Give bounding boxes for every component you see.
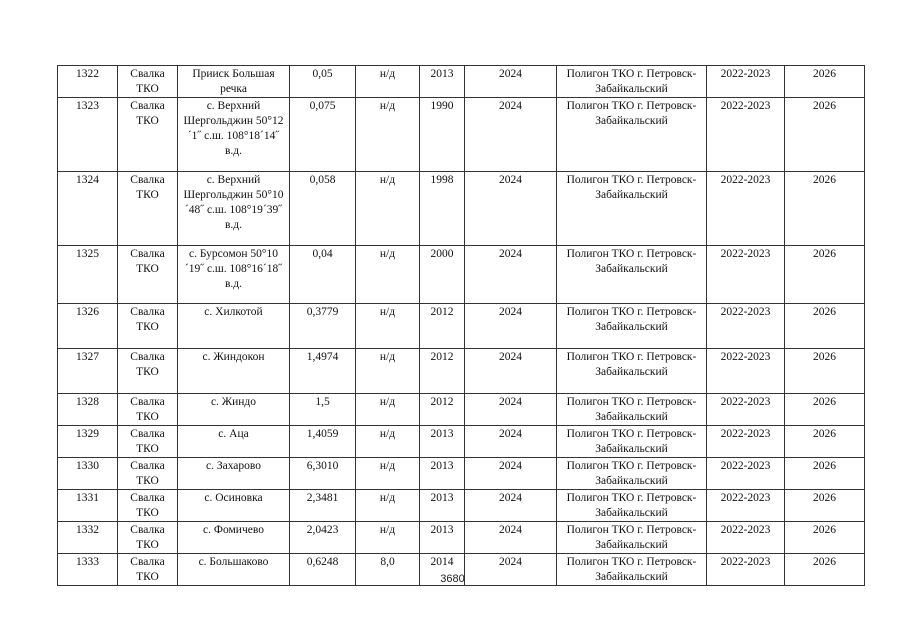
cell-period: 2022-2023 bbox=[707, 554, 785, 586]
cell-end: 2024 bbox=[465, 490, 557, 522]
cell-no: 1325 bbox=[58, 246, 118, 304]
cell-volume: н/д bbox=[356, 304, 420, 349]
cell-area: 0,04 bbox=[290, 246, 356, 304]
cell-area: 2,0423 bbox=[290, 522, 356, 554]
cell-type: Свалка ТКО bbox=[118, 554, 178, 586]
cell-location: с. Фомичево bbox=[178, 522, 290, 554]
table-row bbox=[58, 490, 865, 522]
cell-no: 1332 bbox=[58, 522, 118, 554]
cell-end: 2024 bbox=[465, 394, 557, 426]
cell-type: Свалка ТКО bbox=[118, 66, 178, 98]
table-body bbox=[58, 66, 865, 586]
cell-area: 1,5 bbox=[290, 394, 356, 426]
cell-type: Свалка ТКО bbox=[118, 522, 178, 554]
cell-period: 2022-2023 bbox=[707, 172, 785, 246]
cell-start: 2013 bbox=[420, 458, 465, 490]
table-row bbox=[58, 246, 865, 304]
cell-target: Полигон ТКО г. Петровск-Забайкальский bbox=[557, 490, 707, 522]
cell-target: Полигон ТКО г. Петровск-Забайкальский bbox=[557, 458, 707, 490]
cell-start: 2013 bbox=[420, 490, 465, 522]
page-number: 3680 bbox=[440, 573, 465, 585]
cell-start: 2012 bbox=[420, 394, 465, 426]
cell-period: 2022-2023 bbox=[707, 426, 785, 458]
cell-no: 1326 bbox=[58, 304, 118, 349]
table-row bbox=[58, 66, 865, 98]
cell-period: 2022-2023 bbox=[707, 98, 785, 172]
cell-volume: н/д bbox=[356, 458, 420, 490]
cell-end: 2024 bbox=[465, 304, 557, 349]
cell-end: 2024 bbox=[465, 426, 557, 458]
cell-volume: н/д bbox=[356, 426, 420, 458]
waste-sites-table bbox=[57, 65, 865, 586]
cell-no: 1329 bbox=[58, 426, 118, 458]
cell-final: 2026 bbox=[785, 98, 865, 172]
cell-period: 2022-2023 bbox=[707, 490, 785, 522]
cell-end: 2024 bbox=[465, 66, 557, 98]
cell-location: с. Жиндокон bbox=[178, 349, 290, 394]
cell-type: Свалка ТКО bbox=[118, 394, 178, 426]
cell-target: Полигон ТКО г. Петровск-Забайкальский bbox=[557, 246, 707, 304]
cell-location: с. Большаково bbox=[178, 554, 290, 586]
cell-end: 2024 bbox=[465, 349, 557, 394]
cell-start: 2012 bbox=[420, 304, 465, 349]
cell-location: с. Хилкотой bbox=[178, 304, 290, 349]
table-row bbox=[58, 458, 865, 490]
cell-final: 2026 bbox=[785, 426, 865, 458]
cell-area: 0,075 bbox=[290, 98, 356, 172]
table-row bbox=[58, 426, 865, 458]
cell-end: 2024 bbox=[465, 172, 557, 246]
cell-location: с. Бурсомон 50°10´19˝ с.ш. 108°16´18˝ в.д. bbox=[178, 246, 290, 304]
cell-no: 1328 bbox=[58, 394, 118, 426]
cell-start: 1990 bbox=[420, 98, 465, 172]
cell-final: 2026 bbox=[785, 490, 865, 522]
cell-location: с. Верхний Шергольджин 50°12´1˝ с.ш. 108°18´14˝ в.д. bbox=[178, 98, 290, 172]
cell-final: 2026 bbox=[785, 394, 865, 426]
cell-no: 1330 bbox=[58, 458, 118, 490]
cell-type: Свалка ТКО bbox=[118, 426, 178, 458]
table-row bbox=[58, 522, 865, 554]
cell-area: 6,3010 bbox=[290, 458, 356, 490]
table-row bbox=[58, 98, 865, 172]
cell-final: 2026 bbox=[785, 458, 865, 490]
cell-period: 2022-2023 bbox=[707, 458, 785, 490]
cell-period: 2022-2023 bbox=[707, 66, 785, 98]
cell-target: Полигон ТКО г. Петровск-Забайкальский bbox=[557, 304, 707, 349]
table-row bbox=[58, 394, 865, 426]
cell-volume: н/д bbox=[356, 98, 420, 172]
cell-location: с. Жиндо bbox=[178, 394, 290, 426]
cell-location: с. Осиновка bbox=[178, 490, 290, 522]
cell-final: 2026 bbox=[785, 554, 865, 586]
cell-location: с. Захарово bbox=[178, 458, 290, 490]
cell-target: Полигон ТКО г. Петровск-Забайкальский bbox=[557, 172, 707, 246]
cell-start: 2013 bbox=[420, 66, 465, 98]
cell-area: 0,3779 bbox=[290, 304, 356, 349]
cell-area: 0,058 bbox=[290, 172, 356, 246]
cell-start: 2000 bbox=[420, 246, 465, 304]
cell-type: Свалка ТКО bbox=[118, 458, 178, 490]
cell-location: Прииск Большая речка bbox=[178, 66, 290, 98]
cell-end: 2024 bbox=[465, 554, 557, 586]
cell-no: 1324 bbox=[58, 172, 118, 246]
cell-target: Полигон ТКО г. Петровск-Забайкальский bbox=[557, 554, 707, 586]
cell-volume: н/д bbox=[356, 349, 420, 394]
cell-type: Свалка ТКО bbox=[118, 172, 178, 246]
cell-period: 2022-2023 bbox=[707, 246, 785, 304]
cell-end: 2024 bbox=[465, 246, 557, 304]
cell-end: 2024 bbox=[465, 458, 557, 490]
cell-no: 1327 bbox=[58, 349, 118, 394]
cell-final: 2026 bbox=[785, 349, 865, 394]
cell-type: Свалка ТКО bbox=[118, 304, 178, 349]
cell-area: 1,4974 bbox=[290, 349, 356, 394]
cell-final: 2026 bbox=[785, 172, 865, 246]
cell-period: 2022-2023 bbox=[707, 304, 785, 349]
cell-target: Полигон ТКО г. Петровск-Забайкальский bbox=[557, 349, 707, 394]
cell-final: 2026 bbox=[785, 522, 865, 554]
cell-start: 2014 bbox=[420, 554, 465, 586]
cell-volume: н/д bbox=[356, 246, 420, 304]
table-row bbox=[58, 304, 865, 349]
cell-period: 2022-2023 bbox=[707, 522, 785, 554]
cell-no: 1322 bbox=[58, 66, 118, 98]
cell-final: 2026 bbox=[785, 304, 865, 349]
cell-area: 0,6248 bbox=[290, 554, 356, 586]
cell-final: 2026 bbox=[785, 66, 865, 98]
cell-target: Полигон ТКО г. Петровск-Забайкальский bbox=[557, 66, 707, 98]
cell-no: 1323 bbox=[58, 98, 118, 172]
table-row bbox=[58, 172, 865, 246]
cell-type: Свалка ТКО bbox=[118, 349, 178, 394]
cell-no: 1331 bbox=[58, 490, 118, 522]
cell-location: с. Аца bbox=[178, 426, 290, 458]
cell-end: 2024 bbox=[465, 98, 557, 172]
cell-volume: н/д bbox=[356, 394, 420, 426]
cell-start: 2012 bbox=[420, 349, 465, 394]
cell-area: 1,4059 bbox=[290, 426, 356, 458]
cell-location: с. Верхний Шергольджин 50°10´48˝ с.ш. 108°19´39˝ в.д. bbox=[178, 172, 290, 246]
cell-type: Свалка ТКО bbox=[118, 246, 178, 304]
cell-target: Полигон ТКО г. Петровск-Забайкальский bbox=[557, 98, 707, 172]
cell-start: 2013 bbox=[420, 522, 465, 554]
cell-final: 2026 bbox=[785, 246, 865, 304]
cell-volume: н/д bbox=[356, 522, 420, 554]
cell-no: 1333 bbox=[58, 554, 118, 586]
cell-target: Полигон ТКО г. Петровск-Забайкальский bbox=[557, 522, 707, 554]
cell-period: 2022-2023 bbox=[707, 349, 785, 394]
cell-volume: н/д bbox=[356, 490, 420, 522]
cell-period: 2022-2023 bbox=[707, 394, 785, 426]
cell-target: Полигон ТКО г. Петровск-Забайкальский bbox=[557, 394, 707, 426]
cell-volume: 8,0 bbox=[356, 554, 420, 586]
cell-volume: н/д bbox=[356, 66, 420, 98]
cell-type: Свалка ТКО bbox=[118, 490, 178, 522]
cell-area: 2,3481 bbox=[290, 490, 356, 522]
cell-type: Свалка ТКО bbox=[118, 98, 178, 172]
cell-target: Полигон ТКО г. Петровск-Забайкальский bbox=[557, 426, 707, 458]
cell-end: 2024 bbox=[465, 522, 557, 554]
cell-volume: н/д bbox=[356, 172, 420, 246]
cell-area: 0,05 bbox=[290, 66, 356, 98]
table-row bbox=[58, 349, 865, 394]
cell-start: 1998 bbox=[420, 172, 465, 246]
cell-start: 2013 bbox=[420, 426, 465, 458]
